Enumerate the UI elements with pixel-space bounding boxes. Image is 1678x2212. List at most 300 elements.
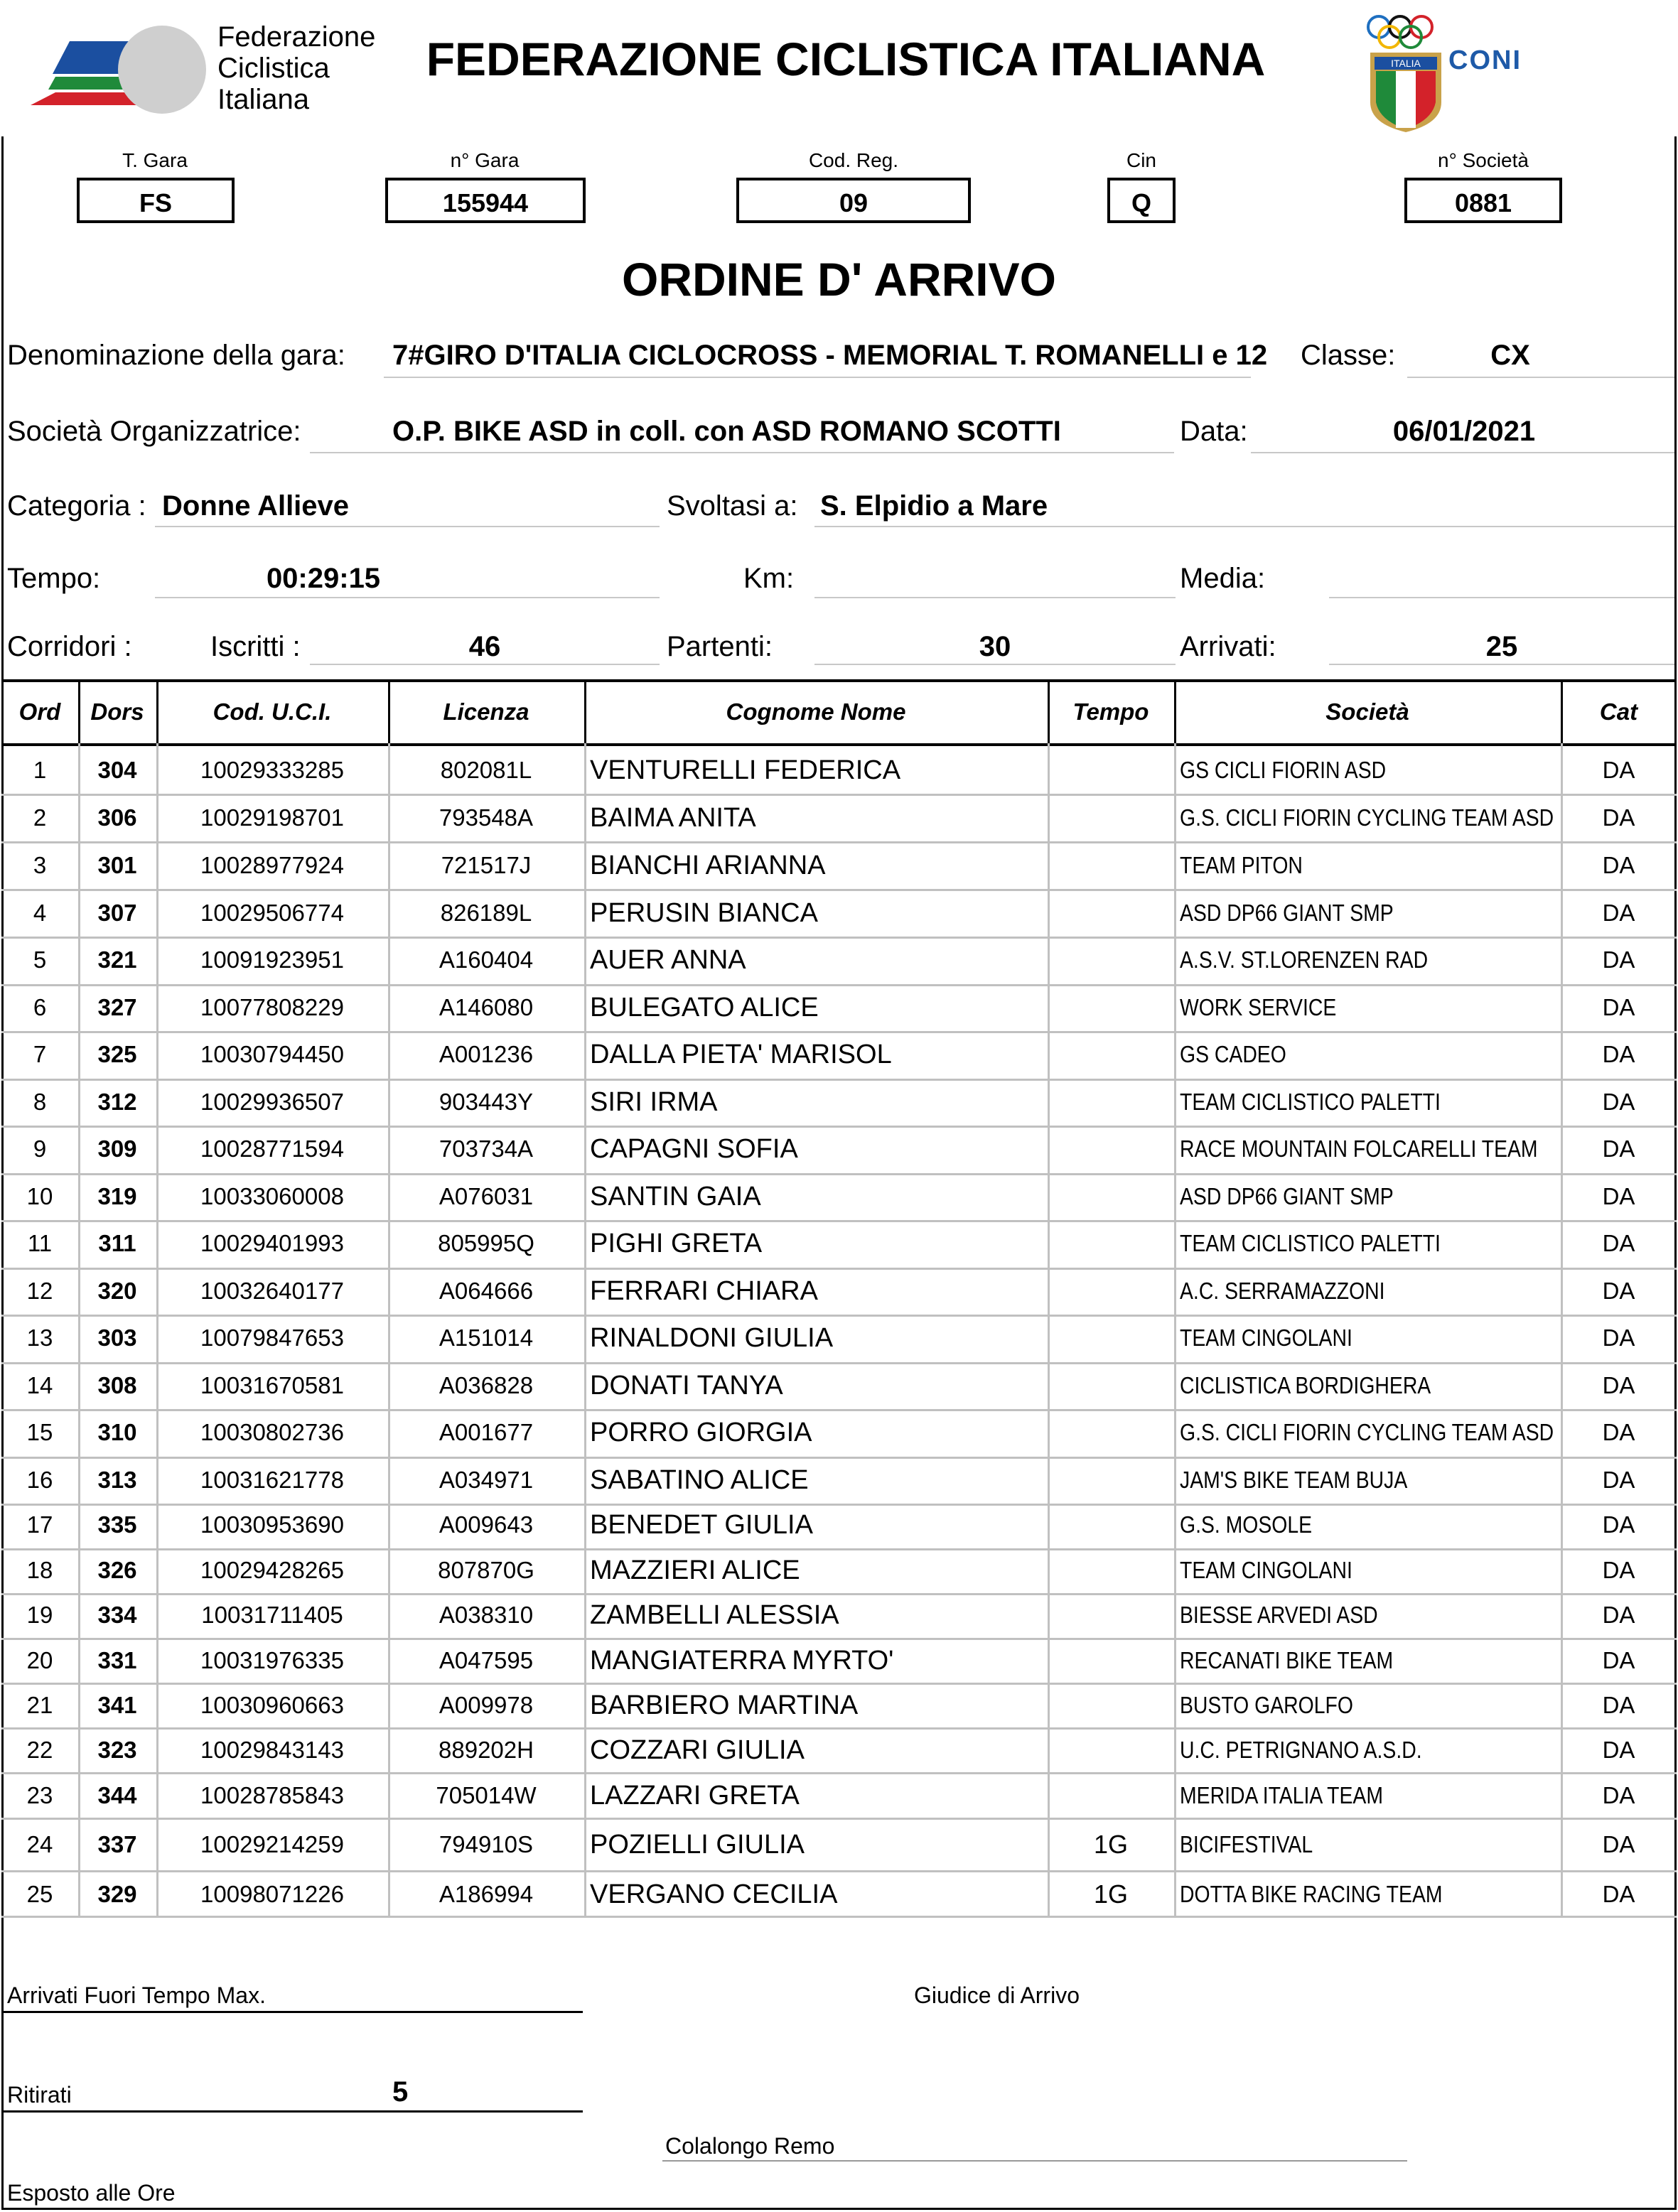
table-cell-dors: 337 <box>97 1831 137 1857</box>
table-cell-licenza: A009978 <box>439 1692 534 1718</box>
table-cell-cod-uci: 10029506774 <box>200 900 344 926</box>
arrivati-label: Arrivati: <box>1180 631 1276 662</box>
table-cell-tempo <box>1048 1643 1174 1678</box>
table-cell-tempo <box>1048 1597 1174 1633</box>
table-cell-societa: ASD DP66 GIANT SMP <box>1180 1183 1394 1209</box>
table-cell-licenza: A034971 <box>439 1467 534 1493</box>
table-cell-dors: 325 <box>97 1041 137 1067</box>
column-header-ord: Ord <box>18 698 61 725</box>
table-cell-dors: 334 <box>97 1602 137 1628</box>
column-header-cat: Cat <box>1599 698 1638 725</box>
table-row-divider <box>1 1683 1677 1685</box>
table-row-divider <box>1 1268 1677 1270</box>
table-cell-societa: TEAM CICLISTICO PALETTI <box>1180 1230 1441 1256</box>
table-cell-licenza: 807870G <box>438 1557 534 1583</box>
coni-label: CONI <box>1448 45 1522 75</box>
table-cell-licenza: A001236 <box>439 1041 534 1067</box>
table-row-divider <box>1 1362 1677 1364</box>
table-cell-tempo: 1G <box>1093 1830 1129 1859</box>
table-cell-cat: DA <box>1602 1557 1635 1583</box>
table-cell-tempo <box>1048 990 1174 1025</box>
table-cell-cognome-nome: SANTIN GAIA <box>590 1182 761 1212</box>
table-cell-tempo <box>1048 1553 1174 1588</box>
table-cell-cat: DA <box>1602 1372 1635 1398</box>
table-cell-cod-uci: 10029843143 <box>200 1737 344 1763</box>
table-cell-dors: 331 <box>97 1647 137 1673</box>
table-cell-cat: DA <box>1602 1647 1635 1673</box>
table-cell-dors: 309 <box>97 1135 137 1162</box>
code-label-codreg: Cod. Reg. <box>808 149 899 171</box>
table-row-divider <box>1 1079 1677 1081</box>
table-cell-cod-uci: 10030802736 <box>200 1419 344 1445</box>
table-cell-cat: DA <box>1602 1041 1635 1067</box>
table-cell-societa: MERIDA ITALIA TEAM <box>1180 1782 1383 1808</box>
societa-org-value: O.P. BIKE ASD in coll. con ASD ROMANO SCOTTI <box>392 416 1061 447</box>
table-cell-cognome-nome: BIANCHI ARIANNA <box>590 851 826 880</box>
table-cell-societa: G.S. MOSOLE <box>1180 1511 1313 1538</box>
table-cell-cat: DA <box>1602 1135 1635 1162</box>
tempo-label: Tempo: <box>7 563 101 594</box>
table-cell-ord: 21 <box>26 1692 53 1718</box>
partenti-underline <box>814 664 1176 665</box>
table-row-divider <box>1 984 1677 986</box>
table-cell-dors: 301 <box>97 852 137 878</box>
denominazione-underline <box>384 377 1251 378</box>
table-cell-licenza: A001677 <box>439 1419 534 1445</box>
table-cell-societa: TEAM PITON <box>1180 852 1303 878</box>
table-cell-licenza: A064666 <box>439 1278 534 1304</box>
table-cell-ord: 7 <box>33 1041 47 1067</box>
table-cell-cognome-nome: FERRARI CHIARA <box>590 1276 818 1306</box>
table-cell-cognome-nome: CAPAGNI SOFIA <box>590 1134 798 1164</box>
coni-logo <box>1363 10 1448 134</box>
table-cell-tempo <box>1048 1368 1174 1403</box>
table-cell-cognome-nome: POZIELLI GIULIA <box>590 1830 805 1860</box>
table-cell-dors: 323 <box>97 1737 137 1763</box>
table-cell-dors: 327 <box>97 994 137 1020</box>
table-row-divider <box>1 1772 1677 1774</box>
table-cell-ord: 5 <box>33 946 47 973</box>
table-cell-cat: DA <box>1602 1183 1635 1209</box>
table-cell-cod-uci: 10031621778 <box>200 1467 344 1493</box>
table-cell-licenza: A076031 <box>439 1183 534 1209</box>
table-cell-cognome-nome: LAZZARI GRETA <box>590 1781 800 1811</box>
table-cell-cat: DA <box>1602 1419 1635 1445</box>
table-cell-tempo <box>1048 895 1174 931</box>
classe-label: Classe: <box>1301 340 1396 371</box>
table-cell-cat: DA <box>1602 900 1635 926</box>
table-header-bottom-border <box>1 743 1677 746</box>
table-cell-tempo <box>1048 1179 1174 1214</box>
column-header-dors: Dors <box>90 698 144 725</box>
table-cell-cognome-nome: SIRI IRMA <box>590 1087 718 1117</box>
fci-logo-text <box>217 21 375 115</box>
categoria-label: Categoria : <box>7 490 146 522</box>
table-cell-cognome-nome: BULEGATO ALICE <box>590 993 819 1023</box>
tempo-value: 00:29:15 <box>266 563 381 594</box>
denominazione-label: Denominazione della gara: <box>7 340 345 371</box>
table-cell-dors: 304 <box>97 757 137 783</box>
table-row-divider <box>1 937 1677 939</box>
document-title: ORDINE D' ARRIVO <box>622 253 1056 306</box>
table-cell-cod-uci: 10031976335 <box>200 1647 344 1673</box>
table-cell-cognome-nome: DALLA PIETA' MARISOL <box>590 1040 892 1069</box>
table-cell-cognome-nome: PERUSIN BIANCA <box>590 898 818 928</box>
code-label-ngara: n° Gara <box>450 149 520 171</box>
table-cell-societa: A.S.V. ST.LORENZEN RAD <box>1180 946 1429 973</box>
classe-value: CX <box>1490 340 1530 371</box>
ritirati-label: Ritirati <box>7 2082 72 2108</box>
table-cell-ord: 8 <box>33 1089 47 1115</box>
table-cell-cod-uci: 10077808229 <box>200 994 344 1020</box>
table-column-divider <box>1174 743 1176 1916</box>
table-cell-ord: 13 <box>26 1324 53 1351</box>
table-cell-dors: 329 <box>97 1881 137 1907</box>
table-cell-cat: DA <box>1602 1324 1635 1351</box>
table-cell-cognome-nome: MAZZIERI ALICE <box>590 1555 800 1585</box>
table-cell-ord: 23 <box>26 1782 53 1808</box>
table-cell-ord: 24 <box>26 1831 53 1857</box>
table-cell-ord: 16 <box>26 1467 53 1493</box>
table-cell-cat: DA <box>1602 852 1635 878</box>
table-cell-ord: 19 <box>26 1602 53 1628</box>
ritirati-line <box>1 2110 583 2113</box>
code-label-cin: Cin <box>1126 149 1156 171</box>
table-cell-licenza: A160404 <box>439 946 534 973</box>
table-cell-cognome-nome: AUER ANNA <box>590 945 746 975</box>
iscritti-underline <box>310 664 660 665</box>
table-cell-cod-uci: 10028977924 <box>200 852 344 878</box>
table-cell-societa: G.S. CICLI FIORIN CYCLING TEAM ASD <box>1180 1419 1554 1445</box>
table-cell-cognome-nome: COZZARI GIULIA <box>590 1735 805 1765</box>
table-cell-tempo <box>1048 1732 1174 1768</box>
table-cell-ord: 2 <box>33 804 47 831</box>
fci-logo-line: Ciclistica <box>217 53 330 84</box>
table-cell-dors: 319 <box>97 1183 137 1209</box>
table-cell-tempo <box>1048 1084 1174 1120</box>
table-row-divider <box>1 841 1677 843</box>
classe-underline <box>1407 377 1674 378</box>
iscritti-value: 46 <box>468 631 501 662</box>
data-value: 06/01/2021 <box>1392 416 1536 447</box>
partenti-value: 30 <box>979 631 1011 662</box>
table-cell-ord: 4 <box>33 900 47 926</box>
table-cell-cognome-nome: MANGIATERRA MYRTO' <box>590 1646 894 1676</box>
table-cell-cognome-nome: DONATI TANYA <box>590 1371 783 1401</box>
table-cell-cod-uci: 10033060008 <box>200 1183 344 1209</box>
table-row-divider <box>1 1031 1677 1033</box>
table-cell-dors: 307 <box>97 900 137 926</box>
table-cell-cod-uci: 10079847653 <box>200 1324 344 1351</box>
table-cell-cat: DA <box>1602 1881 1635 1907</box>
federation-title: FEDERAZIONE CICLISTICA ITALIANA <box>426 33 1266 85</box>
table-cell-ord: 25 <box>26 1881 53 1907</box>
table-cell-licenza: 721517J <box>441 852 532 878</box>
code-box-cin: Q <box>1107 178 1176 223</box>
table-cell-tempo <box>1048 1462 1174 1498</box>
iscritti-label: Iscritti : <box>210 631 301 662</box>
svoltasi-underline <box>814 526 1674 527</box>
giudice-label: Giudice di Arrivo <box>914 1982 1080 2008</box>
table-cell-cod-uci: 10091923951 <box>200 946 344 973</box>
table-cell-tempo <box>1048 1688 1174 1723</box>
arrivati-value: 25 <box>1485 631 1518 662</box>
table-cell-licenza: 826189L <box>440 900 532 926</box>
table-cell-ord: 20 <box>26 1647 53 1673</box>
table-cell-ord: 11 <box>27 1230 53 1256</box>
table-cell-dors: 312 <box>97 1089 137 1115</box>
table-cell-cod-uci: 10029401993 <box>200 1230 344 1256</box>
table-cell-cat: DA <box>1602 1230 1635 1256</box>
column-header-societa: Società <box>1325 698 1409 725</box>
media-underline <box>1329 597 1674 598</box>
table-cell-cognome-nome: ZAMBELLI ALESSIA <box>590 1600 839 1630</box>
table-column-divider <box>584 743 586 1916</box>
table-cell-cognome-nome: BARBIERO MARTINA <box>590 1690 859 1720</box>
partenti-label: Partenti: <box>667 631 773 662</box>
code-box-nsocieta: 0881 <box>1404 178 1562 223</box>
table-cell-cognome-nome: PIGHI GRETA <box>590 1229 763 1258</box>
table-cell-cod-uci: 10028771594 <box>200 1135 344 1162</box>
media-label: Media: <box>1180 563 1266 594</box>
table-cell-licenza: 889202H <box>439 1737 534 1763</box>
table-cell-ord: 14 <box>26 1372 53 1398</box>
fci-logo-line: Federazione <box>217 21 376 53</box>
table-cell-cod-uci: 10031711405 <box>201 1602 343 1628</box>
table-cell-societa: BIESSE ARVEDI ASD <box>1180 1602 1378 1628</box>
table-row-divider <box>1 1504 1677 1506</box>
table-cell-cat: DA <box>1602 994 1635 1020</box>
table-cell-licenza: A009643 <box>439 1511 534 1538</box>
table-cell-cat: DA <box>1602 946 1635 973</box>
table-cell-ord: 10 <box>26 1183 53 1209</box>
table-row-divider <box>1 1173 1677 1175</box>
table-cell-tempo <box>1048 1131 1174 1167</box>
svoltasi-value: S. Elpidio a Mare <box>820 490 1048 522</box>
table-row-divider <box>1 1638 1677 1640</box>
table-cell-ord: 17 <box>26 1511 53 1538</box>
table-cell-societa: BICIFESTIVAL <box>1180 1831 1313 1857</box>
table-row-divider <box>1 1916 1677 1918</box>
tempo-underline <box>155 597 660 598</box>
table-cell-ord: 1 <box>33 757 47 783</box>
table-cell-licenza: A036828 <box>439 1372 534 1398</box>
table-cell-societa: TEAM CINGOLANI <box>1180 1557 1352 1583</box>
table-cell-tempo <box>1048 1778 1174 1813</box>
table-row-divider <box>1 1593 1677 1595</box>
svoltasi-label: Svoltasi a: <box>667 490 798 522</box>
table-row-divider <box>1 1870 1677 1872</box>
table-cell-licenza: A146080 <box>439 994 534 1020</box>
table-cell-tempo <box>1048 1320 1174 1356</box>
table-cell-dors: 311 <box>98 1230 136 1256</box>
table-cell-tempo <box>1048 1273 1174 1309</box>
table-cell-dors: 303 <box>97 1324 137 1351</box>
km-underline <box>814 597 1176 598</box>
table-cell-dors: 344 <box>97 1782 137 1808</box>
table-cell-licenza: 793548A <box>439 804 534 831</box>
table-cell-cod-uci: 10031670581 <box>200 1372 344 1398</box>
code-box-tgara: FS <box>77 178 235 223</box>
giudice-signature-line <box>662 2160 1407 2162</box>
table-cell-societa: CICLISTICA BORDIGHERA <box>1180 1372 1431 1398</box>
ritirati-value: 5 <box>392 2076 409 2108</box>
table-cell-ord: 3 <box>33 852 47 878</box>
fuori-tempo-label: Arrivati Fuori Tempo Max. <box>7 1982 266 2008</box>
table-cell-cod-uci: 10029428265 <box>200 1557 344 1583</box>
column-header-cognome-nome: Cognome Nome <box>726 698 906 725</box>
table-cell-ord: 12 <box>26 1278 53 1304</box>
table-cell-cod-uci: 10030953690 <box>200 1511 344 1538</box>
table-cell-dors: 341 <box>97 1692 137 1718</box>
coni-italia-text: ITALIA <box>1391 58 1421 69</box>
table-cell-cognome-nome: SABATINO ALICE <box>590 1465 809 1495</box>
table-cell-cat: DA <box>1602 757 1635 783</box>
table-cell-tempo <box>1048 752 1174 788</box>
table-cell-dors: 308 <box>97 1372 137 1398</box>
data-underline <box>1251 452 1674 453</box>
column-header-cod-uci: Cod. U.C.I. <box>213 698 332 725</box>
table-cell-cod-uci: 10029198701 <box>200 804 344 831</box>
column-header-tempo: Tempo <box>1072 698 1149 725</box>
table-cell-societa: TEAM CINGOLANI <box>1180 1324 1352 1351</box>
table-cell-tempo <box>1048 942 1174 978</box>
societa-org-label: Società Organizzatrice: <box>7 416 301 447</box>
table-cell-tempo <box>1048 1037 1174 1072</box>
table-cell-ord: 18 <box>26 1557 53 1583</box>
table-cell-cod-uci: 10028785843 <box>200 1782 344 1808</box>
table-cell-licenza: 805995Q <box>438 1230 534 1256</box>
table-cell-cognome-nome: BAIMA ANITA <box>590 803 756 833</box>
table-row-divider <box>1 889 1677 891</box>
code-label-nsocieta: n° Società <box>1438 149 1529 171</box>
table-cell-cat: DA <box>1602 1467 1635 1493</box>
table-cell-cognome-nome: BENEDET GIULIA <box>590 1510 813 1540</box>
table-cell-societa: A.C. SERRAMAZZONI <box>1180 1278 1385 1304</box>
table-cell-cat: DA <box>1602 1737 1635 1763</box>
code-box-codreg: 09 <box>736 178 971 223</box>
table-row-divider <box>1 1548 1677 1550</box>
table-cell-cat: DA <box>1602 1511 1635 1538</box>
table-cell-tempo <box>1048 1226 1174 1261</box>
corridori-label: Corridori : <box>7 631 132 662</box>
table-row-divider <box>1 1727 1677 1730</box>
table-row-divider <box>1 1409 1677 1411</box>
fci-logo <box>27 21 219 114</box>
arrivati-underline <box>1329 664 1674 665</box>
table-cell-cod-uci: 10029214259 <box>200 1831 344 1857</box>
table-cell-cod-uci: 10030794450 <box>200 1041 344 1067</box>
table-cell-ord: 6 <box>33 994 47 1020</box>
table-cell-licenza: A038310 <box>439 1602 534 1628</box>
table-cell-licenza: A186994 <box>439 1881 534 1907</box>
table-cell-societa: RACE MOUNTAIN FOLCARELLI TEAM <box>1180 1135 1538 1162</box>
table-cell-societa: GS CICLI FIORIN ASD <box>1180 757 1387 783</box>
table-cell-dors: 310 <box>97 1419 137 1445</box>
table-cell-cat: DA <box>1602 1692 1635 1718</box>
table-cell-dors: 326 <box>97 1557 137 1583</box>
table-cell-cat: DA <box>1602 804 1635 831</box>
giudice-name: Colalongo Remo <box>665 2133 835 2159</box>
table-row-divider <box>1 1457 1677 1459</box>
table-cell-societa: DOTTA BIKE RACING TEAM <box>1180 1881 1443 1907</box>
societa-underline <box>310 452 1174 453</box>
column-header-licenza: Licenza <box>443 698 529 725</box>
table-cell-societa: ASD DP66 GIANT SMP <box>1180 900 1394 926</box>
esposto-label: Esposto alle Ore <box>7 2180 176 2206</box>
table-cell-cat: DA <box>1602 1602 1635 1628</box>
table-cell-licenza: 703734A <box>439 1135 534 1162</box>
code-label-tgara: T. Gara <box>122 149 188 171</box>
categoria-underline <box>155 526 660 527</box>
table-row-divider <box>1 1315 1677 1317</box>
table-row-divider <box>1 794 1677 796</box>
table-cell-licenza: 903443Y <box>439 1089 534 1115</box>
table-cell-dors: 320 <box>97 1278 137 1304</box>
table-cell-dors: 306 <box>97 804 137 831</box>
table-cell-dors: 321 <box>97 946 137 973</box>
table-cell-dors: 313 <box>97 1467 137 1493</box>
page-border-bottom <box>1 2208 1677 2210</box>
table-cell-tempo: 1G <box>1093 1879 1129 1909</box>
km-label: Km: <box>743 563 795 594</box>
table-cell-societa: U.C. PETRIGNANO A.S.D. <box>1180 1737 1422 1763</box>
table-cell-cat: DA <box>1602 1089 1635 1115</box>
fci-logo-line: Italiana <box>217 84 309 115</box>
table-cell-ord: 9 <box>33 1135 47 1162</box>
table-row-divider <box>1 1220 1677 1222</box>
table-cell-licenza: 802081L <box>440 757 532 783</box>
fuori-tempo-line <box>1 2011 583 2013</box>
table-cell-licenza: A047595 <box>439 1647 534 1673</box>
table-cell-societa: G.S. CICLI FIORIN CYCLING TEAM ASD <box>1180 804 1554 831</box>
denominazione-value: 7#GIRO D'ITALIA CICLOCROSS - MEMORIAL T. ROMANELLI e 12 <box>392 340 1268 371</box>
categoria-value: Donne Allieve <box>162 490 350 522</box>
table-cell-dors: 335 <box>97 1511 137 1538</box>
table-cell-societa: JAM'S BIKE TEAM BUJA <box>1180 1467 1408 1493</box>
table-cell-cat: DA <box>1602 1278 1635 1304</box>
table-cell-societa: BUSTO GAROLFO <box>1180 1692 1353 1718</box>
table-cell-licenza: 705014W <box>436 1782 537 1808</box>
table-cell-tempo <box>1048 1507 1174 1543</box>
table-cell-cod-uci: 10029333285 <box>200 757 344 783</box>
table-cell-cat: DA <box>1602 1782 1635 1808</box>
table-cell-cod-uci: 10032640177 <box>200 1278 344 1304</box>
table-cell-ord: 15 <box>26 1419 53 1445</box>
table-cell-tempo <box>1048 1415 1174 1450</box>
table-cell-societa: GS CADEO <box>1180 1041 1286 1067</box>
table-cell-cognome-nome: VERGANO CECILIA <box>590 1879 838 1909</box>
table-cell-societa: WORK SERVICE <box>1180 994 1337 1020</box>
table-row-divider <box>1 1818 1677 1820</box>
code-box-ngara: 155944 <box>385 178 586 223</box>
table-cell-tempo <box>1048 848 1174 883</box>
table-cell-societa: TEAM CICLISTICO PALETTI <box>1180 1089 1441 1115</box>
table-cell-cognome-nome: RINALDONI GIULIA <box>590 1323 834 1353</box>
table-cell-tempo <box>1048 800 1174 836</box>
table-row-divider <box>1 1126 1677 1128</box>
table-cell-societa: RECANATI BIKE TEAM <box>1180 1647 1394 1673</box>
table-cell-licenza: 794910S <box>439 1831 534 1857</box>
table-cell-cod-uci: 10029936507 <box>200 1089 344 1115</box>
table-cell-cognome-nome: PORRO GIORGIA <box>590 1418 812 1447</box>
table-cell-cod-uci: 10098071226 <box>200 1881 344 1907</box>
table-cell-cat: DA <box>1602 1831 1635 1857</box>
data-label: Data: <box>1180 416 1248 447</box>
table-cell-cognome-nome: VENTURELLI FEDERICA <box>590 755 901 785</box>
table-cell-ord: 22 <box>26 1737 53 1763</box>
table-cell-licenza: A151014 <box>439 1324 534 1351</box>
